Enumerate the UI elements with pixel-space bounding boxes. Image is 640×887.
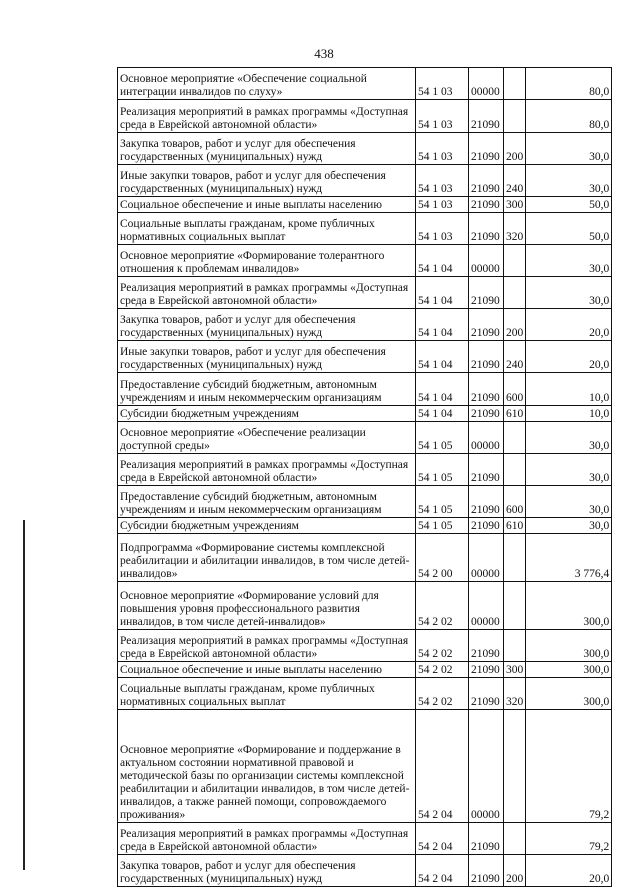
row-sum: 30,0 xyxy=(526,454,612,486)
row-sum: 20,0 xyxy=(526,855,612,887)
table-row xyxy=(118,68,612,100)
row-target-code: 21090 xyxy=(469,823,504,855)
row-sum: 30,0 xyxy=(526,518,612,534)
table-row xyxy=(118,534,612,582)
row-name: Основное мероприятие «Формирование и поддержание в актуальном состоянии нормативной правовой и методической базы по организации системы комплексной реабилитации и абилитации инвалидов, в том числе детей-инвалидов, а также ранней помощи, сопровождаемого проживания» xyxy=(118,710,416,823)
row-name: Закупка товаров, работ и услуг для обеспечения государственных (муниципальных) нужд xyxy=(118,309,416,341)
row-code: 54 1 04 xyxy=(416,341,469,373)
row-sum: 30,0 xyxy=(526,277,612,309)
row-target-code: 21090 xyxy=(469,133,504,165)
row-expense-type: 610 xyxy=(504,406,526,422)
row-expense-type: 610 xyxy=(504,518,526,534)
page-number: 438 xyxy=(314,46,334,61)
row-code: 54 2 04 xyxy=(416,710,469,823)
row-expense-type xyxy=(504,630,526,662)
row-target-code: 21090 xyxy=(469,100,504,133)
row-name: Реализация мероприятий в рамках программы «Доступная среда в Еврейской автономной области» xyxy=(118,823,416,855)
row-name: Реализация мероприятий в рамках программы «Доступная среда в Еврейской автономной области» xyxy=(118,277,416,309)
row-expense-type xyxy=(504,277,526,309)
row-name: Социальное обеспечение и иные выплаты населению xyxy=(118,662,416,678)
table-row xyxy=(118,678,612,710)
row-code: 54 1 04 xyxy=(416,309,469,341)
row-name: Основное мероприятие «Обеспечение социальной интеграции инвалидов по слуху» xyxy=(118,68,416,100)
row-target-code: 00000 xyxy=(469,534,504,582)
margin-line xyxy=(23,520,25,870)
row-code: 54 1 05 xyxy=(416,518,469,534)
row-code: 54 1 04 xyxy=(416,373,469,406)
row-code: 54 1 03 xyxy=(416,100,469,133)
row-sum: 79,2 xyxy=(526,710,612,823)
row-code: 54 1 03 xyxy=(416,197,469,213)
table-row xyxy=(118,630,612,662)
row-target-code: 21090 xyxy=(469,486,504,518)
row-expense-type: 240 xyxy=(504,341,526,373)
row-target-code: 00000 xyxy=(469,710,504,823)
table-row xyxy=(118,341,612,373)
row-expense-type xyxy=(504,422,526,454)
row-name: Иные закупки товаров, работ и услуг для обеспечения государственных (муниципальных) нужд xyxy=(118,341,416,373)
row-target-code: 21090 xyxy=(469,165,504,197)
row-sum: 80,0 xyxy=(526,68,612,100)
table-row xyxy=(118,213,612,245)
table-row xyxy=(118,245,612,277)
row-expense-type: 200 xyxy=(504,309,526,341)
row-name: Социальное обеспечение и иные выплаты населению xyxy=(118,197,416,213)
row-expense-type: 600 xyxy=(504,486,526,518)
row-expense-type xyxy=(504,823,526,855)
row-sum: 79,2 xyxy=(526,823,612,855)
row-expense-type xyxy=(504,454,526,486)
table-row xyxy=(118,197,612,213)
row-name: Реализация мероприятий в рамках программы «Доступная среда в Еврейской автономной области» xyxy=(118,630,416,662)
row-code: 54 1 03 xyxy=(416,213,469,245)
row-code: 54 1 03 xyxy=(416,165,469,197)
row-target-code: 21090 xyxy=(469,373,504,406)
table-row xyxy=(118,518,612,534)
row-code: 54 1 04 xyxy=(416,277,469,309)
row-code: 54 1 03 xyxy=(416,133,469,165)
table-row xyxy=(118,165,612,197)
row-code: 54 2 00 xyxy=(416,534,469,582)
table-row xyxy=(118,486,612,518)
table-row xyxy=(118,373,612,406)
row-target-code: 21090 xyxy=(469,309,504,341)
row-target-code: 21090 xyxy=(469,341,504,373)
row-target-code: 21090 xyxy=(469,662,504,678)
row-code: 54 1 05 xyxy=(416,454,469,486)
row-sum: 30,0 xyxy=(526,165,612,197)
row-code: 54 1 04 xyxy=(416,245,469,277)
row-expense-type: 300 xyxy=(504,197,526,213)
row-code: 54 2 04 xyxy=(416,823,469,855)
row-name: Подпрограмма «Формирование системы комплексной реабилитации и абилитации инвалидов, в том числе детей-инвалидов» xyxy=(118,534,416,582)
row-expense-type xyxy=(504,582,526,630)
row-sum: 20,0 xyxy=(526,341,612,373)
row-target-code: 00000 xyxy=(469,582,504,630)
row-expense-type: 320 xyxy=(504,678,526,710)
table-row xyxy=(118,277,612,309)
row-name: Предоставление субсидий бюджетным, автономным учреждениям и иным некоммерческим организациям xyxy=(118,373,416,406)
budget-table xyxy=(117,67,612,887)
table-row xyxy=(118,823,612,855)
table-row xyxy=(118,133,612,165)
row-target-code: 00000 xyxy=(469,245,504,277)
table-row xyxy=(118,406,612,422)
row-name: Реализация мероприятий в рамках программы «Доступная среда в Еврейской автономной области» xyxy=(118,100,416,133)
row-target-code: 21090 xyxy=(469,518,504,534)
table-row xyxy=(118,710,612,823)
row-sum: 300,0 xyxy=(526,662,612,678)
row-expense-type: 320 xyxy=(504,213,526,245)
table-row xyxy=(118,100,612,133)
budget-table-body xyxy=(118,68,612,887)
row-code: 54 2 04 xyxy=(416,855,469,887)
row-expense-type: 200 xyxy=(504,133,526,165)
row-sum: 300,0 xyxy=(526,678,612,710)
row-name: Иные закупки товаров, работ и услуг для обеспечения государственных (муниципальных) нужд xyxy=(118,165,416,197)
row-code: 54 1 05 xyxy=(416,486,469,518)
row-target-code: 21090 xyxy=(469,454,504,486)
row-target-code: 00000 xyxy=(469,68,504,100)
row-name: Субсидии бюджетным учреждениям xyxy=(118,518,416,534)
table-row xyxy=(118,582,612,630)
row-code: 54 1 05 xyxy=(416,422,469,454)
row-sum: 30,0 xyxy=(526,245,612,277)
row-expense-type xyxy=(504,100,526,133)
row-name: Основное мероприятие «Формирование условий для повышения уровня профессионального развития инвалидов, в том числе детей-инвалидов» xyxy=(118,582,416,630)
row-code: 54 2 02 xyxy=(416,630,469,662)
row-name: Социальные выплаты гражданам, кроме публичных нормативных социальных выплат xyxy=(118,678,416,710)
row-target-code: 21090 xyxy=(469,630,504,662)
row-name: Основное мероприятие «Формирование толерантного отношения к проблемам инвалидов» xyxy=(118,245,416,277)
row-name: Социальные выплаты гражданам, кроме публичных нормативных социальных выплат xyxy=(118,213,416,245)
row-name: Основное мероприятие «Обеспечение реализации доступной среды» xyxy=(118,422,416,454)
row-sum: 10,0 xyxy=(526,406,612,422)
row-expense-type: 600 xyxy=(504,373,526,406)
row-name: Закупка товаров, работ и услуг для обеспечения государственных (муниципальных) нужд xyxy=(118,133,416,165)
table-row xyxy=(118,309,612,341)
row-target-code: 21090 xyxy=(469,678,504,710)
table-row xyxy=(118,422,612,454)
row-sum: 20,0 xyxy=(526,309,612,341)
table-row xyxy=(118,662,612,678)
row-code: 54 2 02 xyxy=(416,678,469,710)
row-code: 54 1 04 xyxy=(416,406,469,422)
row-expense-type xyxy=(504,245,526,277)
row-target-code: 21090 xyxy=(469,197,504,213)
row-sum: 30,0 xyxy=(526,133,612,165)
row-name: Закупка товаров, работ и услуг для обеспечения государственных (муниципальных) нужд xyxy=(118,855,416,887)
row-name: Субсидии бюджетным учреждениям xyxy=(118,406,416,422)
row-expense-type xyxy=(504,68,526,100)
row-name: Предоставление субсидий бюджетным, автономным учреждениям и иным некоммерческим организациям xyxy=(118,486,416,518)
row-code: 54 2 02 xyxy=(416,662,469,678)
row-sum: 30,0 xyxy=(526,422,612,454)
row-expense-type: 240 xyxy=(504,165,526,197)
table-row xyxy=(118,855,612,887)
row-sum: 50,0 xyxy=(526,213,612,245)
row-expense-type xyxy=(504,710,526,823)
row-sum: 10,0 xyxy=(526,373,612,406)
row-code: 54 1 03 xyxy=(416,68,469,100)
row-expense-type: 300 xyxy=(504,662,526,678)
row-target-code: 21090 xyxy=(469,213,504,245)
row-sum: 30,0 xyxy=(526,486,612,518)
row-sum: 300,0 xyxy=(526,582,612,630)
row-sum: 300,0 xyxy=(526,630,612,662)
row-sum: 50,0 xyxy=(526,197,612,213)
row-target-code: 00000 xyxy=(469,422,504,454)
row-sum: 3 776,4 xyxy=(526,534,612,582)
row-target-code: 21090 xyxy=(469,855,504,887)
row-expense-type xyxy=(504,534,526,582)
row-target-code: 21090 xyxy=(469,406,504,422)
row-expense-type: 200 xyxy=(504,855,526,887)
row-code: 54 2 02 xyxy=(416,582,469,630)
table-row xyxy=(118,454,612,486)
row-name: Реализация мероприятий в рамках программы «Доступная среда в Еврейской автономной области» xyxy=(118,454,416,486)
row-target-code: 21090 xyxy=(469,277,504,309)
row-sum: 80,0 xyxy=(526,100,612,133)
